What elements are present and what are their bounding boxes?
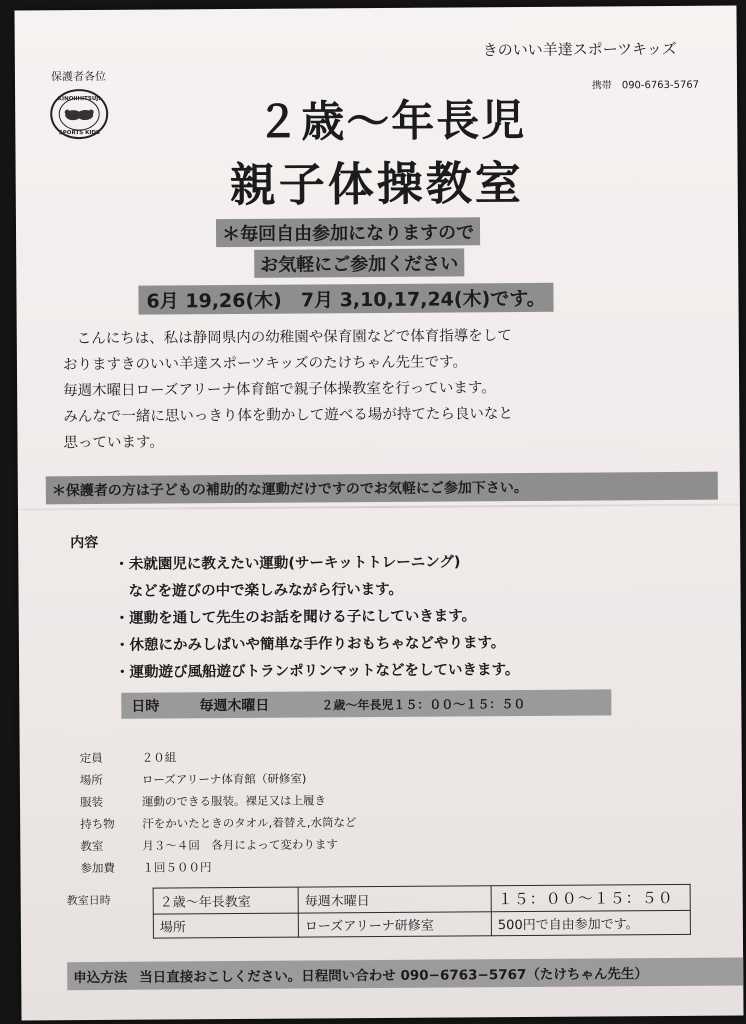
table-row [80, 790, 356, 812]
detail-value: ２０組 [141, 750, 177, 765]
intro-line: 毎週木曜日ローズアリーナ体育館で親子体操教室を行っています。 [63, 380, 496, 400]
intro-paragraph [63, 322, 704, 456]
guardian-note: ＊保護者の方は子どもの補助的な運動だけですのでお気軽にご参加下さい。 [46, 472, 718, 505]
title-line-1: ２歳〜年長児 [256, 95, 527, 148]
detail-value: ローズアリーナ体育館（研修室) [141, 771, 307, 787]
logo-text-top: KINOIIHITSUJI [57, 95, 101, 103]
table-row [153, 910, 690, 938]
intro-line: おりますきのいい羊達スポーツキッズのたけちゃん先生です。 [62, 354, 467, 374]
table-row [80, 834, 356, 856]
content-list [114, 549, 519, 687]
table-cell: １５：００〜１５：５０ [491, 884, 690, 911]
intro-line: みんなで一緒に思いっきり体を動かして遊べる場が持てたら良いなと [63, 406, 513, 426]
table-row [80, 812, 356, 834]
schedule-age-time: ２歳〜年長児１５：００〜１５：５０ [321, 696, 526, 713]
content-heading: 内容 [70, 534, 99, 552]
application-bar [67, 957, 743, 990]
class-schedule-table [153, 884, 691, 939]
table-cell: 毎週木曜日 [298, 886, 491, 913]
detail-key: 持ち物 [80, 816, 115, 832]
class-schedule-label: 教室日時 [66, 893, 111, 908]
title-line-2: 親子体操教室 [229, 155, 524, 213]
detail-key: 定員 [79, 750, 103, 766]
list-item: などを遊びの中で楽しみながら行います。 [128, 581, 403, 600]
session-dates: 6月 19,26(木) 7月 3,10,17,24(木)です。 [138, 283, 553, 315]
detail-value: 月３〜４回 各月によって変わります [142, 837, 338, 853]
phone-label: 携帯 [591, 80, 612, 92]
detail-value: １回５００円 [142, 860, 212, 875]
list-item: ・運動を通して先生のお話を聞ける子にしていきます。 [114, 608, 477, 627]
detail-key: 場所 [79, 772, 103, 788]
list-item: ・運動遊び風船遊びトランポリンマットなどをしていきます。 [115, 662, 520, 681]
free-join-note-2: お気軽にご参加ください [254, 248, 464, 277]
table-cell: ２歳〜年長教室 [153, 887, 298, 914]
detail-key: 服装 [79, 794, 104, 810]
table-cell: ローズアリーナ研修室 [298, 912, 491, 937]
schedule-label: 日時 [131, 698, 160, 715]
table-row [153, 884, 690, 914]
list-item: ・未就園児に教えたい運動(サーキットトレーニング) [114, 554, 461, 573]
intro-line: 思っています。 [63, 434, 164, 452]
detail-value: 運動のできる服装。裸足又は上履き [141, 793, 327, 809]
logo-text-bottom: SPORTS KIDS [58, 129, 100, 137]
detail-key: 教室 [80, 838, 104, 854]
fold-line [18, 503, 740, 510]
application-text: 当日直接おこしください。日程問い合わせ 090−6763−5767（たけちゃん先生） [139, 966, 648, 986]
details-table [78, 744, 359, 880]
free-join-note-1: ＊毎回自由参加になりますので [216, 217, 480, 247]
table-cell: 場所 [153, 913, 298, 938]
schedule-day: 毎週木曜日 [199, 697, 270, 715]
table-row [80, 746, 356, 768]
detail-value: 汗をかいたときのタオル,着替え,水筒など [142, 815, 357, 831]
schedule-bar [121, 689, 611, 718]
phone-number: 090-6763-5767 [621, 79, 700, 92]
flyer-paper [14, 5, 743, 1020]
detail-key: 参加費 [80, 860, 116, 876]
table-row [80, 768, 356, 790]
application-label: 申込方法 [73, 969, 128, 987]
guardians-heading: 保護者各位 [50, 69, 106, 84]
organization-name: きのいい羊達スポーツキッズ [482, 39, 677, 60]
intro-line: こんにちは、私は静岡県内の幼稚園や保育園などで体育指導をして [76, 328, 512, 348]
table-row [80, 856, 356, 878]
table-cell: 500円で自由参加です。 [491, 910, 690, 935]
list-item: ・休憩にかみしばいや簡単な手作りおもちゃなどやります。 [114, 635, 506, 654]
